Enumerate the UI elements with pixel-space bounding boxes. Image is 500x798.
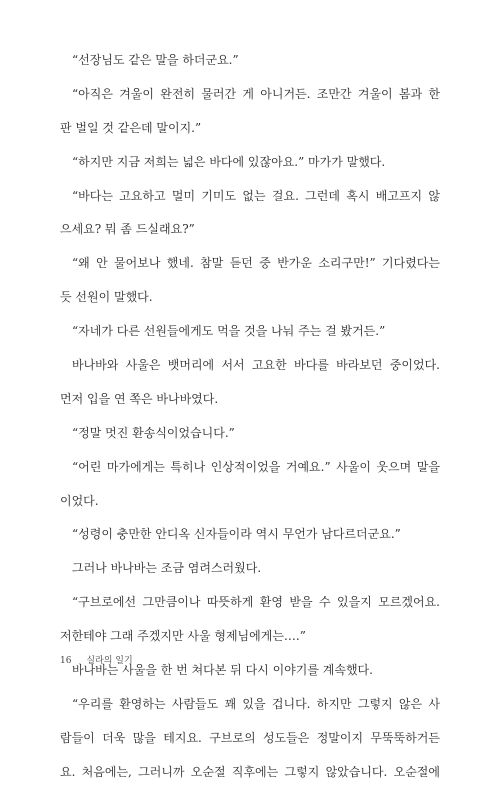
text-line: “왜 안 물어보나 했네. 참말 듣던 중 반가운 소리구만!” 기다렸다는 bbox=[72, 256, 440, 271]
text-line: “선장님도 같은 말을 하더군요.” bbox=[72, 53, 239, 67]
text-line: 판 벌일 것 같은데 말이지.” bbox=[60, 120, 202, 135]
text-line: 그러나 바나바는 조금 염려스러웠다. bbox=[72, 561, 262, 576]
text-line: 이었다. bbox=[60, 493, 99, 508]
text-line: 저한테야 그래 주겠지만 사울 형제님에게는….” bbox=[60, 629, 306, 644]
text-line: 람들이 더욱 많을 테지요. 구브로의 성도들은 정말이지 무뚝뚝하거든 bbox=[60, 730, 440, 745]
text-line: 으세요? 뭐 좀 드실래요?” bbox=[60, 222, 195, 237]
body-text bbox=[60, 52, 440, 798]
text-line: “어린 마가에게는 특히나 인상적이었을 거예요.” 사울이 웃으며 말을 bbox=[72, 459, 440, 474]
text-line: 요. 처음에는, 그러니까 오순절 직후에는 그렇지 않았습니다. 오순절에 bbox=[60, 764, 440, 779]
page-number: 16 bbox=[60, 656, 72, 666]
text-line: 먼저 입을 연 쪽은 바나바였다. bbox=[60, 391, 219, 406]
text-line: 듯 선원이 말했다. bbox=[60, 290, 153, 305]
text-line: 바나바는 사울을 한 번 쳐다본 뒤 다시 이야기를 계속했다. bbox=[72, 663, 373, 678]
text-line: “정말 멋진 환송식이었습니다.” bbox=[72, 425, 235, 440]
text-line: “하지만 지금 저희는 넓은 바다에 있잖아요.” 마가가 말했다. bbox=[72, 154, 386, 169]
text-line: “성령이 충만한 안디옥 신자들이라 역시 무언가 남다르더군요.” bbox=[72, 527, 401, 542]
text-line: “자네가 다른 선원들에게도 먹을 것을 나눠 주는 걸 봤거든.” bbox=[72, 324, 386, 339]
text-line: “우리를 환영하는 사람들도 꽤 있을 겁니다. 하지만 그렇지 않은 사 bbox=[72, 696, 440, 711]
text-line: 바나바와 사울은 뱃머리에 서서 고요한 바다를 바라보던 중이었다. bbox=[72, 358, 440, 373]
running-title: 실라의 일기 bbox=[86, 656, 133, 666]
text-line: “아직은 겨울이 완전히 물러간 게 아니거든. 조만간 겨울이 봄과 한 bbox=[72, 86, 440, 101]
text-line: “바다는 고요하고 멀미 기미도 없는 걸요. 그런데 혹시 배고프지 않 bbox=[72, 188, 440, 203]
page-footer bbox=[60, 655, 133, 667]
text-line: “구브로에선 그만큼이나 따뜻하게 환영 받을 수 있을지 모르겠어요. bbox=[72, 595, 440, 610]
